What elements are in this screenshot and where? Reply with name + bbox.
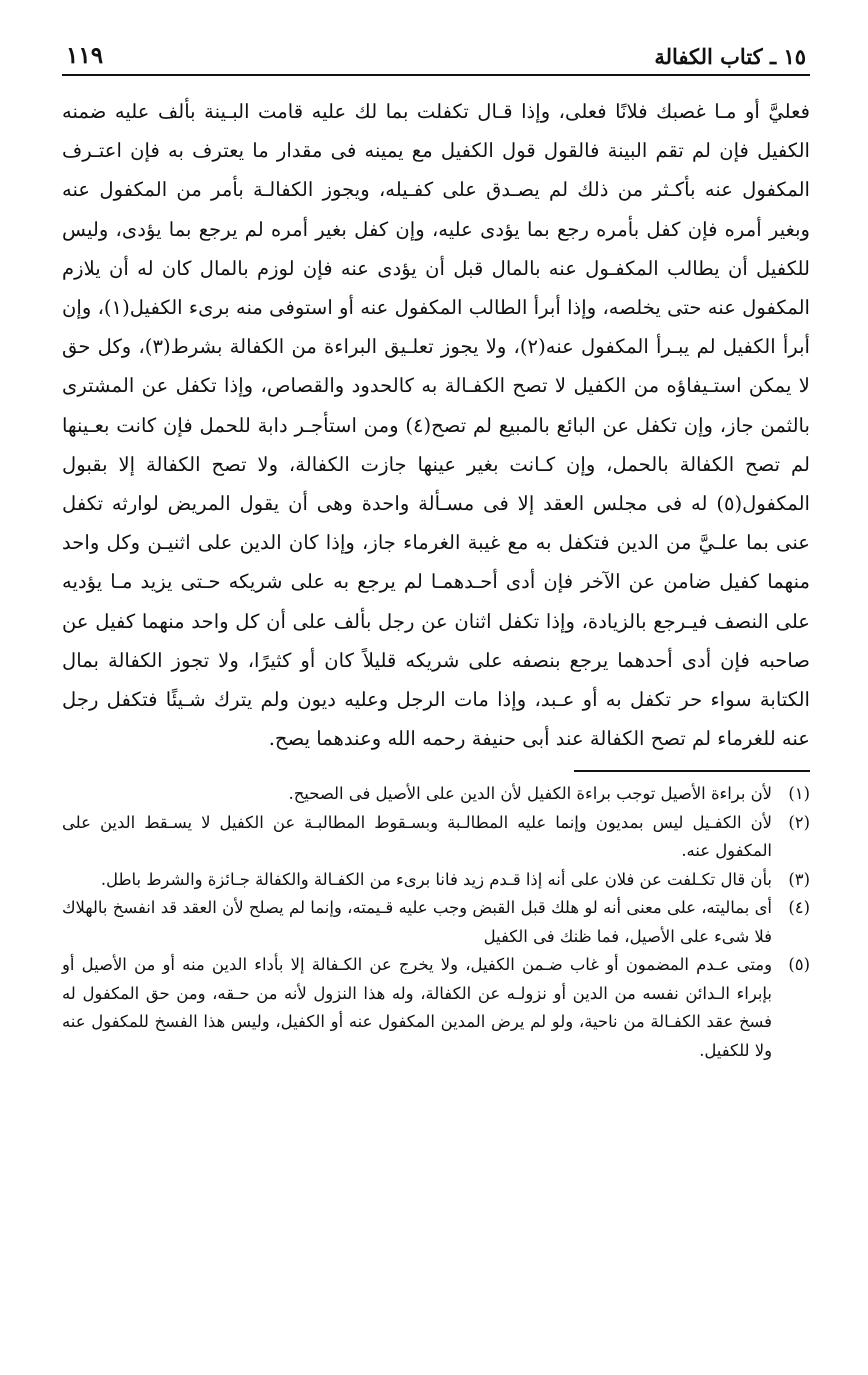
footnote-text: لأن براءة الأصيل توجب براءة الكفيل لأن الدين على الأصيل فى الصحيح.	[288, 784, 772, 804]
footnote-separator	[574, 770, 810, 772]
footnote-text: بأن قال تكـلفت عن فلان على أنه إذا قـدم زيد فانا برىء من الكفـالة والكفالة جـائزة والشرط باطل.	[100, 869, 772, 889]
main-text: فعليَّ أو مـا غصبك فلانًا فعلى، وإذا قـال تكفلت بما لك عليه قامت البـينة بألف عليه ضمنه الكفيل فإن لم تقم البينة فالقول قول الكفيل مع يمينه فى مقدار ما يعترف به فإن اعتـرف المكفول عنه بأكـثر من ذلك لم يصـدق على كفـيله، ويجوز الكفالـة بأمر من المكفول عنه وبغير أمره فإن كفل بأمره رجع بما يؤدى عليه، وإن كفل بغير أمره لم يرجع بما يؤدى، وليس للكفيل أن يطالب المكفـول عنه بالمال قبل أن يؤدى عنه فإن لوزم بالمال كان له أن يلازم المكفول عنه حتى يخلصه، وإذا أبرأ الطالب المكفول عنه أو استوفى منه برىء الكفيل(١)، وإن أبرأ الكفيل لم يبـرأ المكفول عنه(٢)، ولا يجوز تعلـيق البراءة من الكفالة بشرط(٣)، وكل حق لا يمكن استـيفاؤه من الكفيل لا تصح الكفـالة به كالحدود والقصاص، وإذا تكفل عن المشترى بالثمن جاز، وإن تكفل عن البائع بالمبيع لم تصح(٤) ومن استأجـر دابة للحمل فإن كانت بعـينها لم تصح الكفالة بالحمل، وإن كـانت بغير عينها جازت الكفالة، ولا تصح الكفالة إلا بقبول المكفول(٥) له فى مجلس العقد إلا فى مسـألة واحدة وهى أن يقول المريض لوارثه تكفل عنى بما علـيَّ من الدين فتكفل به مع غيبة الغرماء جاز، وإذا كان الدين على اثنيـن وكل واحد منهما كفيل ضامن عن الآخر فإن أدى أحـدهمـا لم يرجع به على شريكه حـتى يزيد مـا يؤديه على النصف فيـرجع بالزيادة، وإذا تكفل اثنان عن رجل بألف على أن كل واحد منهما كفيل عن صاحبه فإن أدى أحدهما يرجع بنصفه على شريكه قليلاً كان أو كثيرًا، ولا تجوز الكفالة بمال الكتابة سواء حر تكفل به أو عـبد، وإذا مات الرجل وعليه ديون ولم يترك شـيئًا فتكفل رجل عنه للغرماء لم تصح الكفالة عند أبى حنيفة رحمه الله وعندهما يصح.	[62, 100, 810, 751]
footnote-text: ومتى عـدم المضمون أو غاب ضـمن الكفيل، ولا يخرج عن الكـفالة إلا بأداء الدين منه أو من الأصيل أو بإبراء الـدائن نفسه من الدين أو نزولـه عن الكفالة، وله هذا النزول لأنه من حـقه، ومن حق المكفول له فسخ عقد الكفـالة من ناحية، ولو لم يرض المدين المكفول عنه أو الكفيل، وليس هذا الفسخ للمكفول عنه ولا للكفيل.	[62, 955, 772, 1060]
running-header	[62, 40, 810, 76]
footnotes	[62, 780, 810, 1065]
page-number: ١١٩	[66, 42, 104, 69]
footnote-number: (٣)	[788, 869, 810, 889]
chapter-title: ١٥ ـ كتاب الكفالة	[654, 44, 806, 69]
footnote-number: (٤)	[788, 898, 810, 918]
footnote-2	[62, 809, 810, 866]
footnote-number: (٢)	[788, 812, 810, 832]
footnote-text: لأن الكفـيل ليس بمديون وإنما عليه المطالـبة وبسـقوط المطالبـة عن الكفيل لا يسـقط الدين على المكفول عنه.	[62, 812, 772, 861]
footnote-1	[62, 780, 810, 809]
footnote-4	[62, 894, 810, 951]
footnote-3	[62, 866, 810, 895]
footnote-number: (١)	[788, 784, 810, 804]
footnote-5	[62, 951, 810, 1065]
footnote-number: (٥)	[788, 955, 810, 975]
book-page	[62, 40, 810, 1065]
footnote-text: أى بماليته، على معنى أنه لو هلك قبل القبض وجب عليه قـيمته، وإنما لم يصلح لأن العقد قد انفسخ بالهلاك فلا شىء على الأصيل، فما ظنك فى الكفيل	[62, 898, 772, 946]
